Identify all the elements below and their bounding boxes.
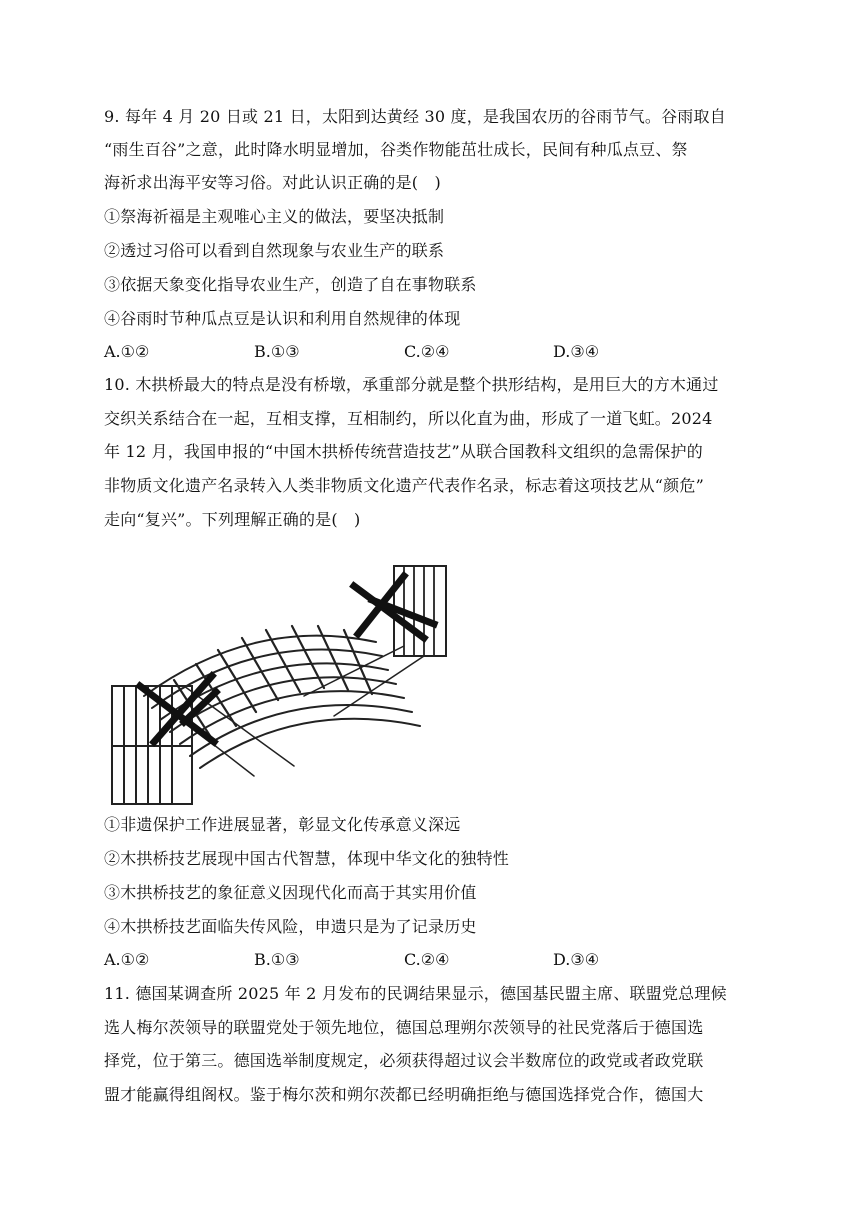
q10-stem-line-2: 交织关系结合在一起，互相支撑，互相制约，所以化直为曲，形成了一道飞虹。2024 <box>104 409 713 428</box>
q9-option-b[interactable]: B.①③ <box>254 342 300 361</box>
q10-option-c[interactable]: C.②④ <box>404 950 450 969</box>
q10-stem-line-1: 10. 木拱桥最大的特点是没有桥墩，承重部分就是整个拱形结构，是用巨大的方木通过 <box>104 375 719 394</box>
q9-stem-line-2: “雨生百谷”之意，此时降水明显增加，谷类作物能茁壮成长，民间有种瓜点豆、祭 <box>104 140 688 159</box>
wooden-arch-bridge-illustration <box>104 546 456 808</box>
q10-option-a[interactable]: A.①② <box>104 950 150 969</box>
q9-statement-3: ③依据天象变化指导农业生产，创造了自在事物联系 <box>104 275 477 294</box>
q10-statement-1: ①非遗保护工作进展显著，彰显文化传承意义深远 <box>104 815 461 834</box>
q10-statement-4: ④木拱桥技艺面临失传风险，申遗只是为了记录历史 <box>104 917 477 936</box>
q11-stem-line-2: 选人梅尔茨领导的联盟党处于领先地位，德国总理朔尔茨领导的社民党落后于德国选 <box>104 1018 704 1037</box>
q10-statement-3: ③木拱桥技艺的象征意义因现代化而高于其实用价值 <box>104 883 477 902</box>
q11-stem-line-1: 11. 德国某调查所 2025 年 2 月发布的民调结果显示，德国基民盟主席、联盟党总理候 <box>104 984 727 1003</box>
q10-stem-line-4: 非物质文化遗产名录转入人类非物质文化遗产代表作名录，标志着这项技艺从“颜危” <box>104 476 704 495</box>
q9-stem-line-3: 海祈求出海平安等习俗。对此认识正确的是( ) <box>104 173 441 192</box>
q11-stem-line-3: 择党，位于第三。德国选举制度规定，必须获得超过议会半数席位的政党或者政党联 <box>104 1051 704 1070</box>
q10-stem-line-5: 走向“复兴”。下列理解正确的是( ) <box>104 510 361 529</box>
q9-option-d[interactable]: D.③④ <box>553 342 600 361</box>
q9-statement-2: ②透过习俗可以看到自然现象与农业生产的联系 <box>104 241 445 260</box>
q9-option-a[interactable]: A.①② <box>104 342 150 361</box>
q11-stem-line-4: 盟才能赢得组阁权。鉴于梅尔茨和朔尔茨都已经明确拒绝与德国选择党合作，德国大 <box>104 1085 704 1104</box>
q10-statement-2: ②木拱桥技艺展现中国古代智慧，体现中华文化的独特性 <box>104 849 510 868</box>
q9-option-c[interactable]: C.②④ <box>404 342 450 361</box>
q10-option-d[interactable]: D.③④ <box>553 950 600 969</box>
q10-option-b[interactable]: B.①③ <box>254 950 300 969</box>
q9-stem-line-1: 9. 每年 4 月 20 日或 21 日，太阳到达黄经 30 度，是我国农历的谷雨节气。谷雨取自 <box>104 107 726 126</box>
q9-statement-1: ①祭海祈福是主观唯心主义的做法，要坚决抵制 <box>104 207 445 226</box>
q10-stem-line-3: 年 12 月，我国申报的“中国木拱桥传统营造技艺”从联合国教科文组织的急需保护的 <box>104 442 703 461</box>
q9-statement-4: ④谷雨时节种瓜点豆是认识和利用自然规律的体现 <box>104 309 461 328</box>
